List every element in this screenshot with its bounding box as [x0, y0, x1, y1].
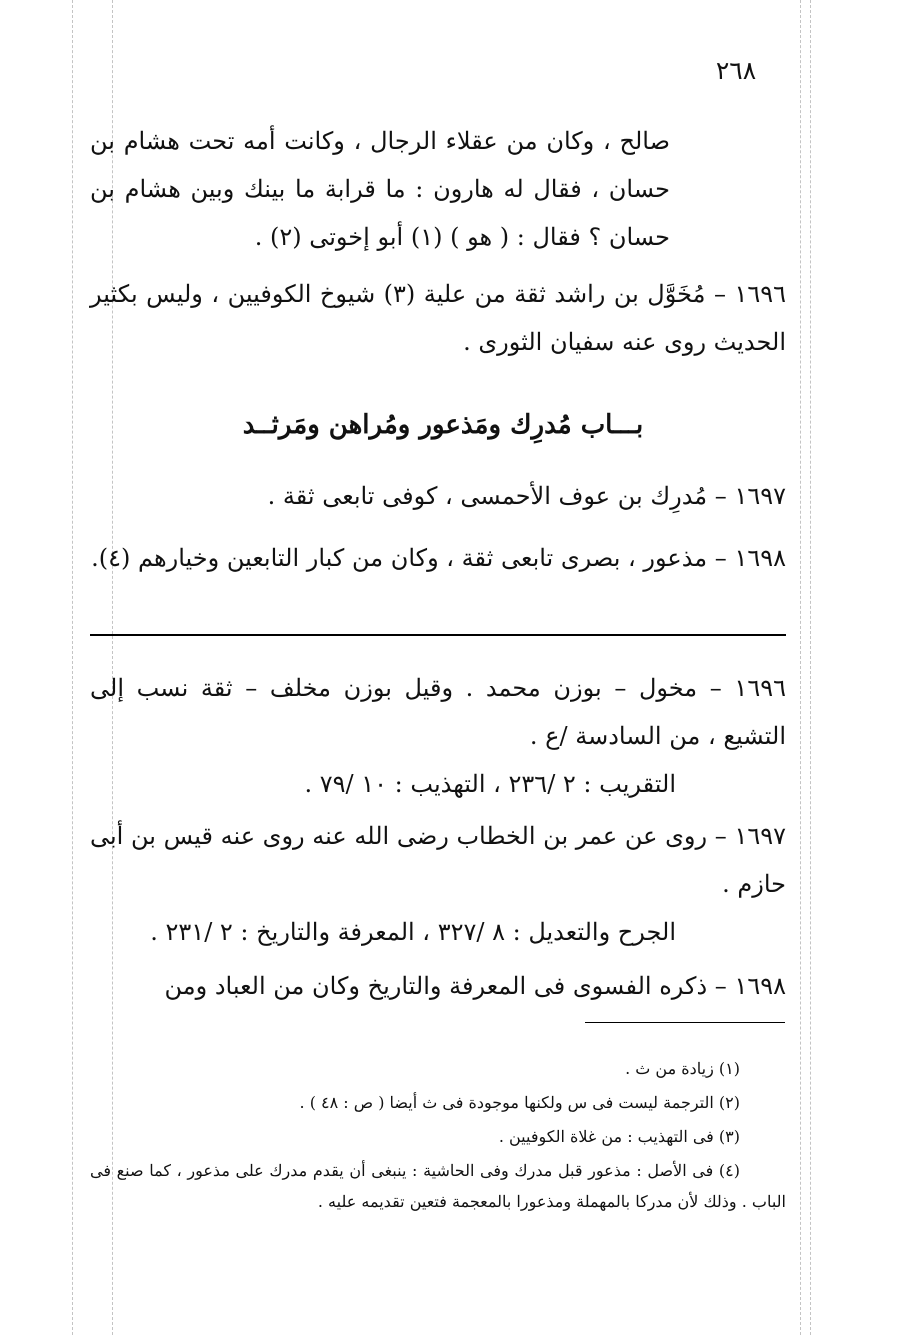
- entry-text: مذعور ، بصرى تابعى ثقة ، وكان من كبار التابعين وخيارهم (٤).: [91, 544, 708, 572]
- note-text: مخول – بوزن محمد . وقيل بوزن مخلف – ثقة نسب إلى التشيع ، من السادسة /ع .: [90, 674, 786, 750]
- continuation-paragraph: صالح ، وكان من عقلاء الرجال ، وكانت أمه تحت هشام بن حسان ، فقال له هارون : ما قرابة ما بينك وبين هشام بن حسان ؟ فقال : ( هو ) (١) أبو إخوتى (٢) .: [90, 127, 671, 251]
- footnote-2: (٢) الترجمة ليست فى س ولكنها موجودة فى ث أيضا ( ص : ٤٨ ) .: [299, 1093, 740, 1112]
- footnote-4: (٤) فى الأصل : مذعور قبل مدرك وفى الحاشية : ينبغى أن يقدم مدرك على مذعور ، كما صنع فى الباب . وذلك لأن مدركا بالمهملة ومذعورا بالمعجمة فتعين تقديمه عليه .: [90, 1161, 786, 1211]
- note-1696-ref: التقريب : ٢ /٢٣٦ ، التهذيب : ١٠ /٧٩ .: [304, 770, 676, 798]
- note-number: ١٦٩٦ –: [709, 674, 786, 702]
- entry-1696: [90, 270, 786, 366]
- scan-line: [810, 0, 811, 1335]
- entry-number: ١٦٩٨ –: [714, 544, 786, 572]
- entry-1697: [90, 472, 786, 520]
- note-1697-ref: الجرح والتعديل : ٨ /٣٢٧ ، المعرفة والتاريخ : ٢ /٢٣١ .: [150, 918, 676, 946]
- separator-rule: [90, 634, 786, 636]
- entry-text: مُدرِك بن عوف الأحمسى ، كوفى تابعى ثقة .: [267, 482, 708, 510]
- entry-number: ١٦٩٧ –: [714, 482, 786, 510]
- chapter-heading: بـــاب مُدرِك ومَذعور ومُراهن ومَرثــد: [242, 410, 644, 440]
- note-number: ١٦٩٧ –: [714, 822, 786, 850]
- scan-line: [800, 0, 801, 1335]
- footnote-1: (١) زيادة من ث .: [625, 1059, 740, 1078]
- note-text: روى عن عمر بن الخطاب رضى الله عنه روى عنه قيس بن أبى حازم .: [90, 822, 786, 898]
- entry-text: مُخَوَّل بن راشد ثقة من علية (٣) شيوخ الكوفيين ، وليس بكثير الحديث روى عنه سفيان الثورى .: [90, 280, 786, 356]
- note-1698: [90, 962, 786, 1010]
- scan-line: [72, 0, 73, 1335]
- footnote-3: (٣) فى التهذيب : من غلاة الكوفيين .: [498, 1127, 740, 1146]
- note-number: ١٦٩٨ –: [714, 972, 786, 1000]
- entry-number: ١٦٩٦ –: [713, 280, 786, 308]
- note-1696: [90, 664, 786, 760]
- footnote-rule: [585, 1022, 785, 1023]
- note-1697: [90, 812, 786, 908]
- note-text: ذكره الفسوى فى المعرفة والتاريخ وكان من العباد ومن: [164, 972, 708, 1000]
- page-number: ٢٦٨: [715, 56, 757, 85]
- entry-1698: [90, 534, 786, 582]
